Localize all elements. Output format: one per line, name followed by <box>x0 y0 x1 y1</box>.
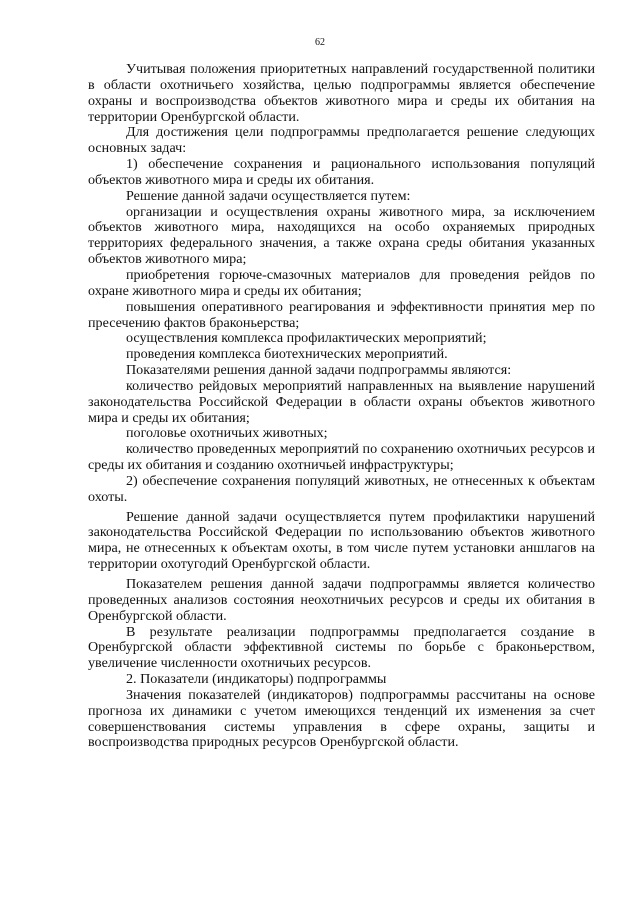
paragraph-task-2-method: Решение данной задачи осуществляется путем профилактики нарушений законодательства Российской Федерации по использованию объектов животного мира, не отнесенных к объектам охоты, в том числе путем установки аншлагов на территории охотугодий Оренбургской области. <box>88 508 595 573</box>
page-number: 62 <box>315 37 325 48</box>
body-text <box>88 62 595 751</box>
paragraph-population: поголовье охотничьих животных; <box>126 425 328 442</box>
paragraph-task-2-indicator: Показателем решения данной задачи подпрограммы является количество проведенных анализов состояния неохотничьих ресурсов и среды их обитания в Оренбургской области. <box>88 576 595 624</box>
paragraph-tasks-intro: Для достижения цели подпрограммы предполагается решение следующих основных задач: <box>88 124 595 157</box>
paragraph-task-1: 1) обеспечение сохранения и рационального использования популяций объектов животного мира и среды их обитания. <box>88 156 595 188</box>
paragraph-task-1-method: Решение данной задачи осуществляется путем: <box>126 187 411 204</box>
paragraph-closing: Значения показателей (индикаторов) подпрограммы рассчитаны на основе прогноза их динамики с учетом имеющихся тенденций их изменения за счет совершенствования системы управления в сфере охраны, защиты и воспроизводства природных ресурсов Оренбургской области. <box>88 686 595 751</box>
paragraph-events: количество проведенных мероприятий по сохранению охотничьих ресурсов и среды их обитания и созданию охотничьей инфраструктуры; <box>88 441 595 474</box>
paragraph-result: В результате реализации подпрограммы предполагается создание в Оренбургской области эффективной системы по борьбе с браконьерством, увеличение численности охотничьих ресурсов. <box>88 623 595 672</box>
paragraph-task-2: 2) обеспечение сохранения популяций животных, не отнесенных к объектам охоты. <box>88 472 595 505</box>
paragraph-goal: Учитывая положения приоритетных направлений государственной политики в области охотничьего хозяйства, целью подпрограммы является обеспечение охраны и воспроизводства объектов животного мира и среды их обитания на территории Оренбургской области. <box>88 61 595 125</box>
section-heading: 2. Показатели (индикаторы) подпрограммы <box>126 671 387 688</box>
paragraph-raids: количество рейдовых мероприятий направленных на выявление нарушений законодательства Российской Федерации в области охраны объектов животного мира и среды их обитания; <box>88 377 595 426</box>
paragraph-biotech: проведения комплекса биотехнических мероприятий. <box>126 346 448 363</box>
paragraph-organization: организации и осуществления охраны животного мира, за исключением объектов животного мира, находящихся на особо охраняемых природных территориях федерального значения, а также охрана среды обитания указанных объектов животного мира; <box>88 203 595 268</box>
paragraph-prevention: осуществления комплекса профилактических мероприятий; <box>126 330 487 347</box>
paragraph-response: повышения оперативного реагирования и эффективности принятия мер по пресечению фактов браконьерства; <box>88 298 595 331</box>
paragraph-indicators-intro: Показателями решения данной задачи подпрограммы являются: <box>126 362 512 379</box>
paragraph-fuel: приобретения горюче-смазочных материалов для проведения рейдов по охране животного мира и среды их обитания; <box>88 266 595 299</box>
